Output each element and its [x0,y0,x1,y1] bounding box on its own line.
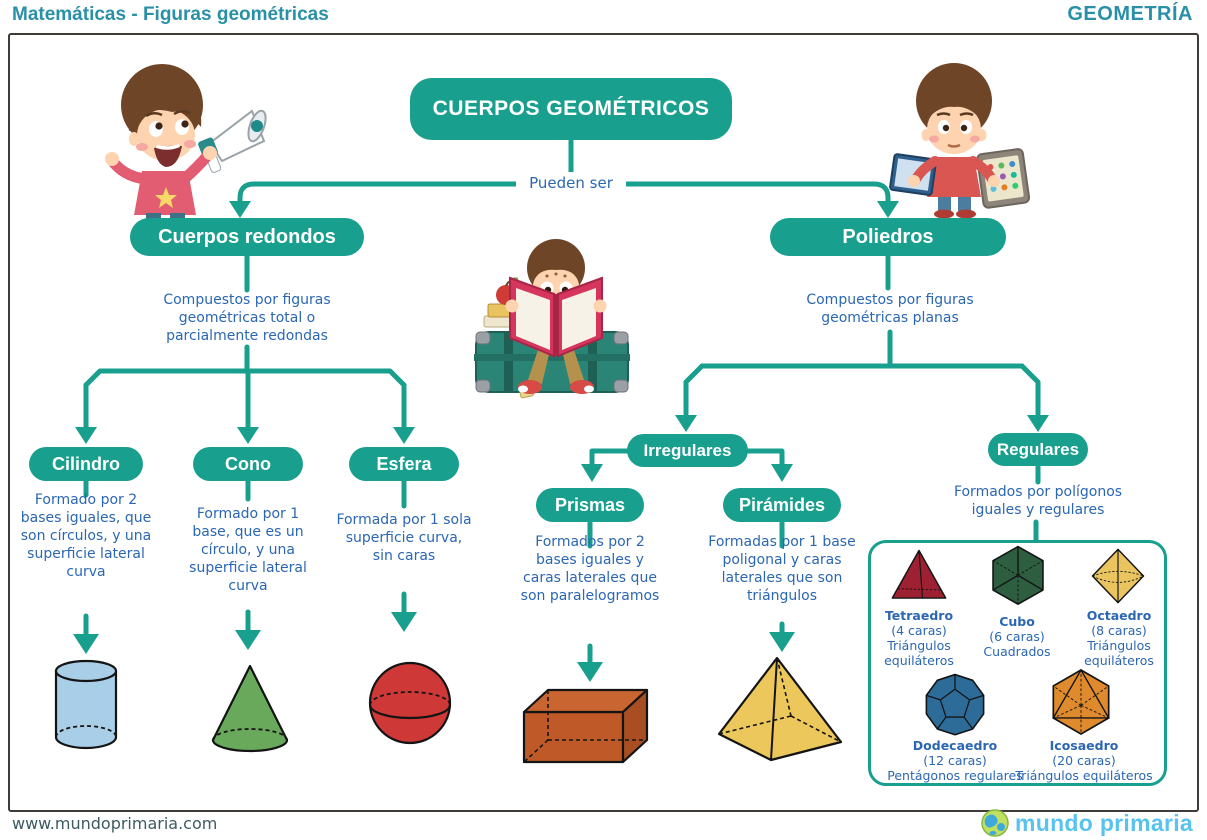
polyhedron-name: Icosaedro [1049,738,1119,753]
polyhedron-name: Cubo [999,614,1035,629]
label-icosaedro [1008,738,1160,783]
polyhedron-name: Tetraedro [884,608,954,623]
footer-url: www.mundoprimaria.com [12,814,218,833]
desc-cilindro: Formado por 2 bases iguales, que son círculos, y una superficie lateral curva [20,492,152,580]
page-title: Matemáticas - Figuras geométricas [12,4,329,25]
octahedron-shape [1089,547,1147,605]
desc-esfera: Formada por 1 sola superficie curva, sin caras [336,512,472,564]
header-geometry-label: GEOMETRÍA [1067,3,1193,25]
polyhedron-face-type: Cuadrados [983,644,1051,659]
pill-esfera: Esfera [349,447,459,481]
polyhedron-face-type: Pentágonos regulares [887,768,1023,783]
pill-piramides: Pirámides [723,488,841,522]
label-octaedro [1072,608,1166,668]
polyhedron-faces: (12 caras) [923,753,987,768]
pill-cuerpos-redondos: Cuerpos redondos [130,218,364,256]
pill-irregulares: Irregulares [627,434,748,467]
label-cubo [970,614,1064,659]
polyhedron-name: Octaedro [1086,608,1152,623]
icosahedron-shape [1046,668,1116,736]
globe-icon [980,808,1010,838]
sphere-shape [367,660,453,746]
polyhedron-faces: (8 caras) [1091,623,1147,638]
footer-brand [980,808,1193,838]
polyhedron-face-type: Triángulos equiláteros [1015,768,1153,783]
dodecahedron-shape [922,672,988,736]
title-pill: CUERPOS GEOMÉTRICOS [410,78,732,140]
polyhedron-faces: (20 caras) [1052,753,1116,768]
connector-label: Pueden ser [516,172,626,194]
boy-reading-on-suitcase-illustration [450,238,650,400]
boy-with-book-and-tablet-illustration [878,55,1033,223]
rectangular-prism-shape [518,682,653,767]
polyhedron-faces: (6 caras) [989,629,1045,644]
desc-piramides: Formadas por 1 base poligonal y caras laterales que son triángulos [708,534,856,604]
tetrahedron-shape [889,547,949,605]
pill-cono: Cono [193,447,303,481]
desc-poliedros: Compuestos por figuras geométricas planas [806,292,974,326]
pill-regulares: Regulares [988,433,1088,466]
polyhedron-face-type: Triángulos equiláteros [884,638,954,668]
desc-regulares: Formados por polígonos iguales y regulares [953,484,1123,518]
cylinder-shape [48,658,124,750]
desc-cuerpos-redondos: Compuestos por figuras geométricas total o parcialmente redondas [163,292,331,344]
desc-cono: Formado por 1 base, que es un círculo, y una superficie lateral curva [189,506,307,594]
polyhedron-faces: (4 caras) [891,623,947,638]
polyhedron-face-type: Triángulos equiláteros [1084,638,1154,668]
brand-name: mundo primaria [1014,809,1193,836]
polyhedron-name: Dodecaedro [912,738,998,753]
pill-prismas: Prismas [536,488,644,522]
label-tetraedro [872,608,966,668]
cone-shape [209,662,291,754]
desc-prismas: Formados por 2 bases iguales y caras laterales que son paralelogramos [520,534,660,604]
cube-shape [985,544,1051,608]
pill-cilindro: Cilindro [29,447,143,481]
pill-poliedros: Poliedros [770,218,1006,256]
boy-with-megaphone-illustration [82,55,267,233]
square-pyramid-shape [715,652,845,767]
